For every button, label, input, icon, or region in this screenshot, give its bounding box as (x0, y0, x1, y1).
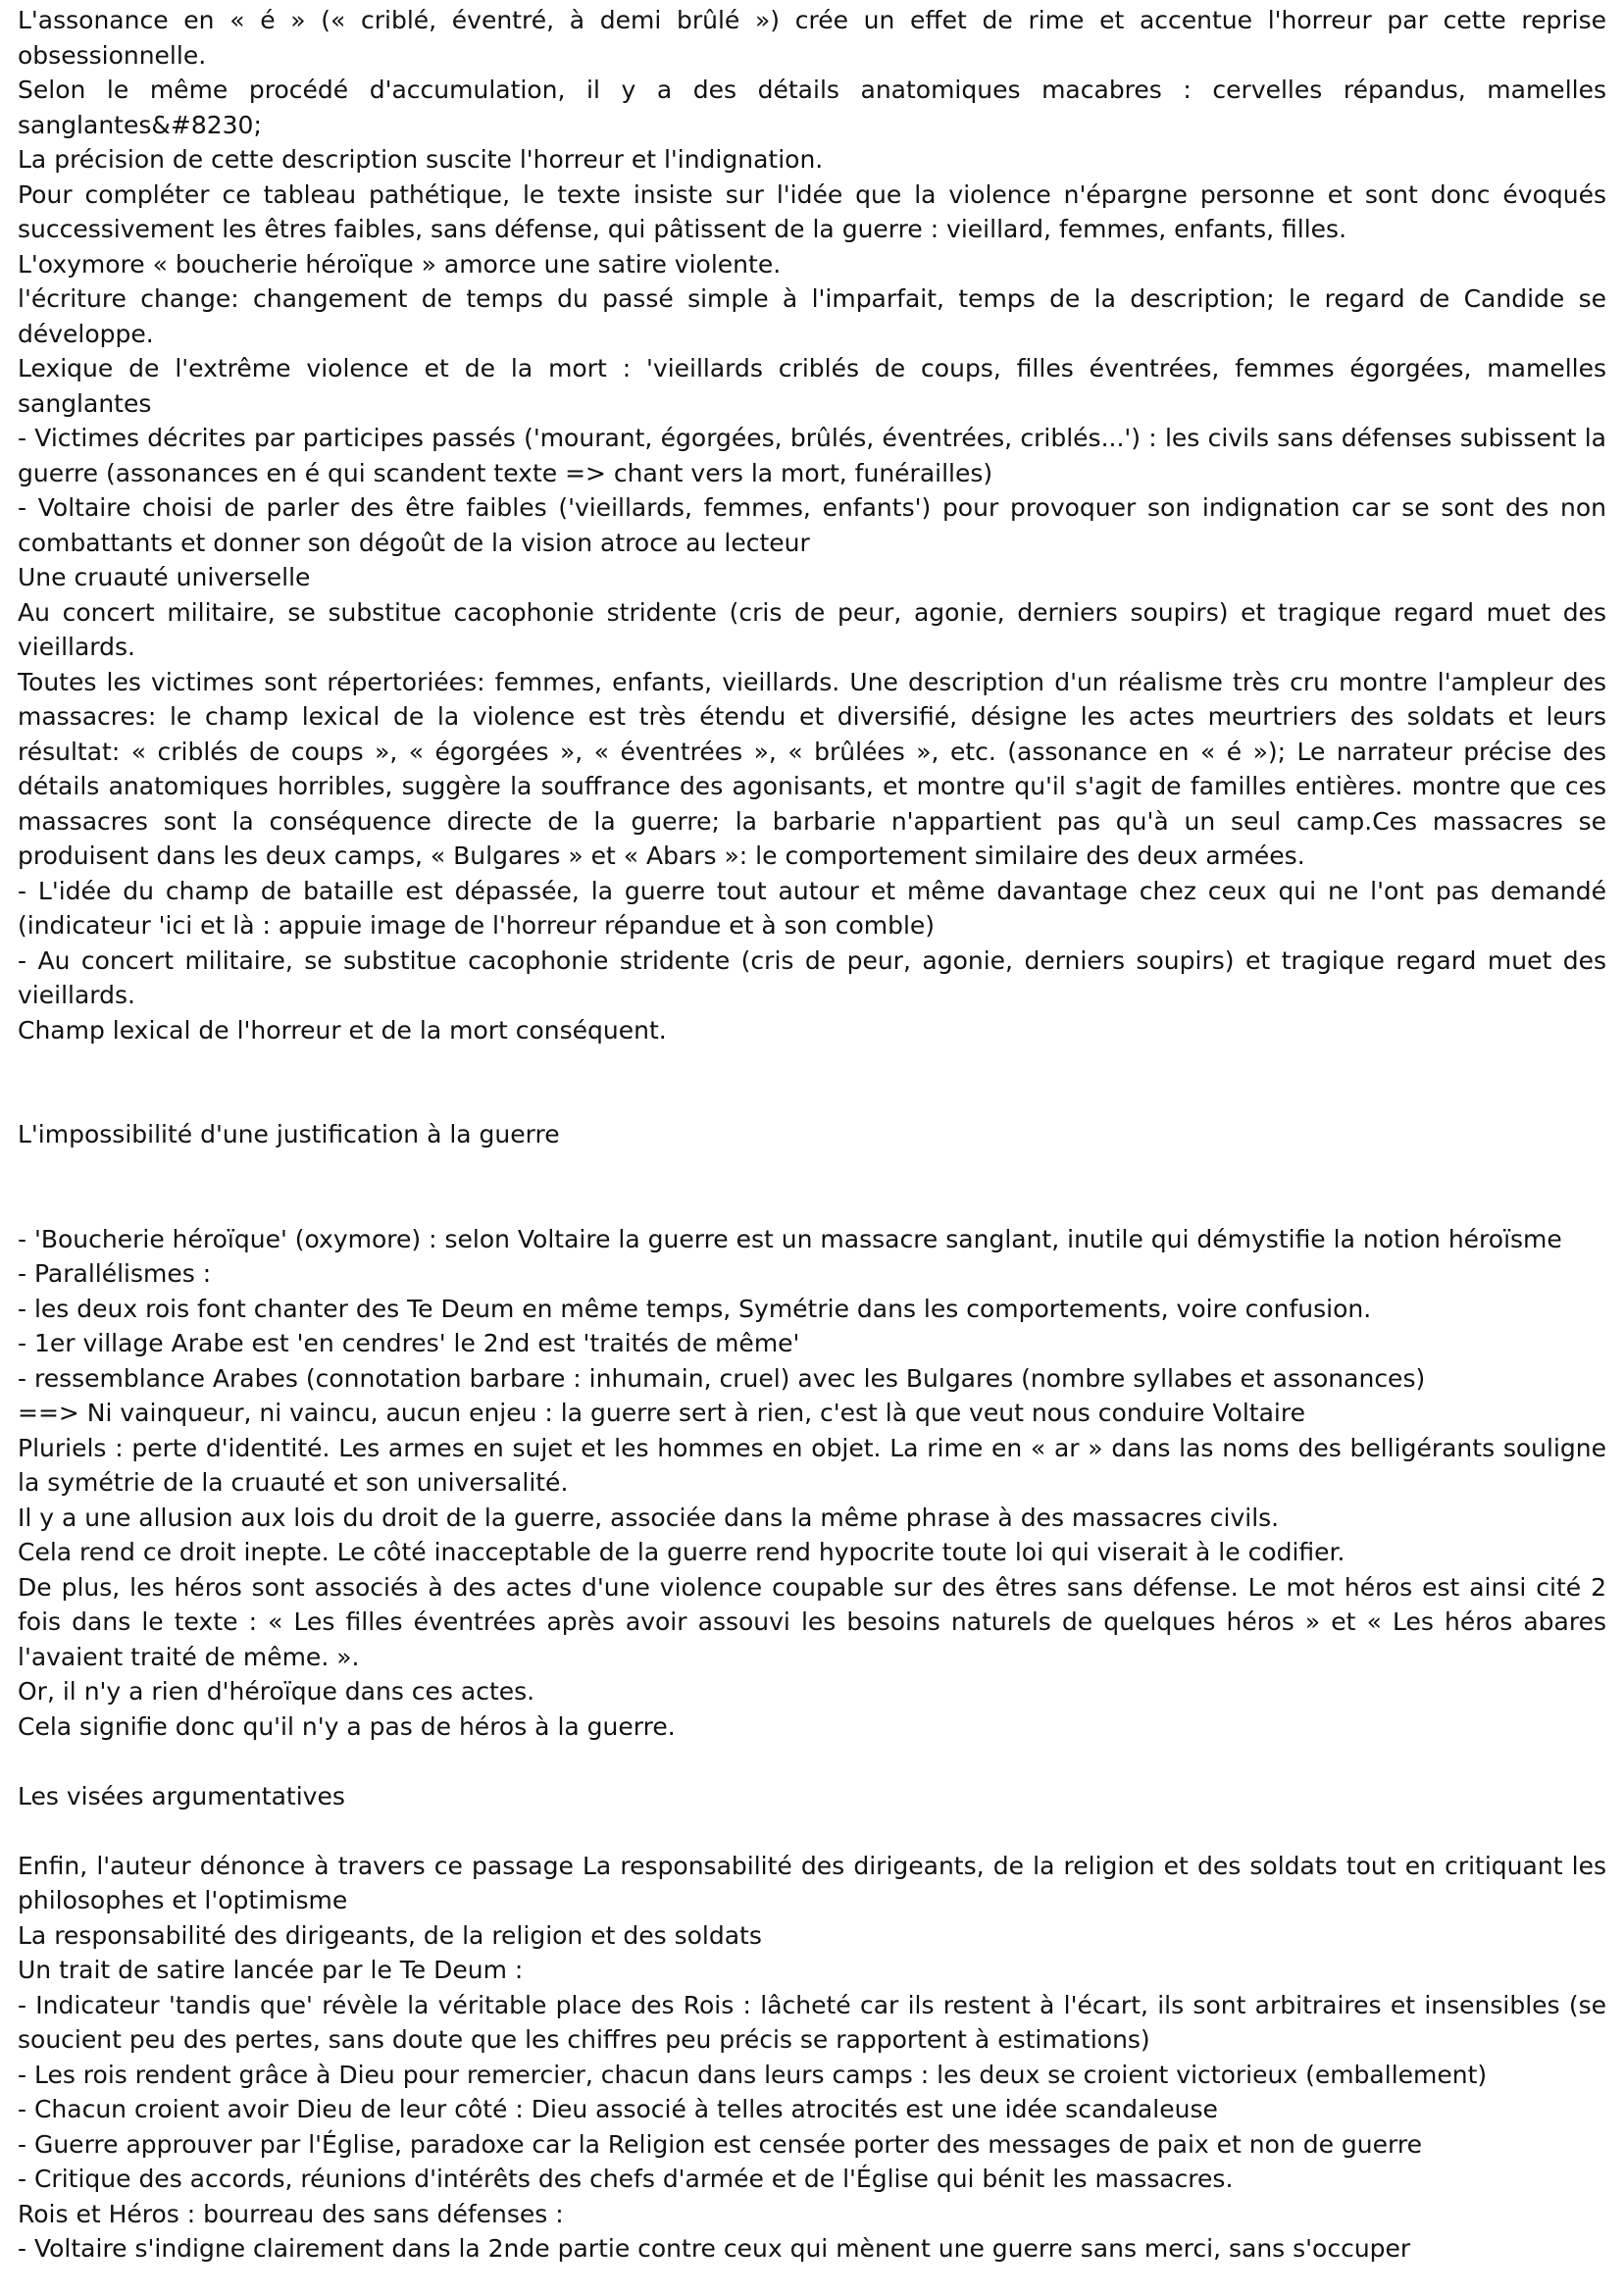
paragraph: La précision de cette description suscite l'horreur et l'indignation. (18, 145, 824, 174)
paragraph: Un trait de satire lancée par le Te Deum : (18, 1956, 524, 1984)
paragraph: Lexique de l'extrême violence et de la mort : 'vieillards criblés de coups, filles éventrées, femmes égorgées, mamelles sanglantes (18, 354, 1606, 418)
blank-line (18, 1083, 1606, 1118)
paragraph: - 1er village Arabe est 'en cendres' le 2nd est 'traités de même' (18, 1329, 800, 1357)
paragraph: Au concert militaire, se substitue cacophonie stridente (cris de peur, agonie, derniers soupirs) et tragique regard muet des vieillards. (18, 597, 1606, 661)
paragraph: ==> Ni vainqueur, ni vaincu, aucun enjeu : la guerre sert à rien, c'est là que veut nous conduire Voltaire (18, 1399, 1305, 1427)
blank-line (18, 1744, 1606, 1779)
paragraph: Toutes les victimes sont répertoriées: femmes, enfants, vieillards. Une description d'un réalisme très cru montre l'ampleur des massacres: le champ lexical de la violence est très étendu et diversifié, désigne les actes meurtriers des soldats et leurs résultat: « criblés de coups », « égorgées », « éventrées », « brûlées », etc. (assonance en « é »); Le narrateur précise des détails anatomiques horribles, suggère la souffrance des agonisants, et montre qu'il s'agit de familles entières. montre que ces massacres sont la conséquence directe de la guerre; la barbarie n'appartient pas qu'à un seul camp.Ces massacres se produisent dans les deux camps, « Bulgares » et « Abars »: le comportement similaire des deux armées. (18, 667, 1606, 870)
paragraph: Cela signifie donc qu'il n'y a pas de héros à la guerre. (18, 1711, 676, 1741)
blank-line (18, 1187, 1606, 1222)
paragraph: - Chacun croient avoir Dieu de leur côté : Dieu associé à telles atrocités est une idée scandaleuse (18, 2095, 1218, 2123)
paragraph: L'assonance en « é » (« criblé, éventré, à demi brûlé ») crée un effet de rime et accentue l'horreur par cette reprise obsessionnelle. (18, 6, 1606, 70)
document-body (18, 3, 1606, 2267)
paragraph: - Critique des accords, réunions d'intérêts des chefs d'armée et de l'Église qui bénit les massacres. (18, 2165, 1234, 2193)
blank-line (18, 1047, 1606, 1083)
paragraph: - Victimes décrites par participes passés ('mourant, égorgées, brûlés, éventrées, criblés...') : les civils sans défenses subissent la guerre (assonances en é qui scandent texte => chant vers la mort, funérailles) (18, 424, 1606, 487)
blank-line (18, 1152, 1606, 1188)
paragraph: - Indicateur 'tandis que' révèle la véritable place des Rois : lâcheté car ils restent à l'écart, ils sont arbitraires et insensibles (se soucient peu des pertes, sans doute que les chiffres peu précis se rapportent à estimations) (18, 1990, 1606, 2054)
paragraph: Enfin, l'auteur dénonce à travers ce passage La responsabilité des dirigeants, de la religion et des soldats tout en critiquant les philosophes et l'optimisme (18, 1851, 1606, 1914)
paragraph: L'impossibilité d'une justification à la guerre (18, 1120, 560, 1148)
paragraph: - les deux rois font chanter des Te Deum en même temps, Symétrie dans les comportements, voire confusion. (18, 1294, 1372, 1323)
paragraph: Pluriels : perte d'identité. Les armes en sujet et les hommes en objet. La rime en « ar » dans las noms des belligérants souligne la symétrie de la cruauté et son universalité. (18, 1433, 1606, 1497)
paragraph: - L'idée du champ de bataille est dépassée, la guerre tout autour et même davantage chez ceux qui ne l'ont pas demandé (indicateur 'ici et là : appuie image de l'horreur répandue et à son comble) (18, 876, 1606, 940)
paragraph: - Voltaire s'indigne clairement dans la 2nde partie contre ceux qui mènent une guerre sans merci, sans s'occuper (18, 2234, 1411, 2263)
paragraph: - Parallélismes : (18, 1259, 212, 1288)
paragraph: Pour compléter ce tableau pathétique, le texte insiste sur l'idée que la violence n'épargne personne et sont donc évoqués successivement les êtres faibles, sans défense, qui pâtissent de la guerre : vieillard, femmes, enfants, filles. (18, 179, 1606, 243)
paragraph: - Au concert militaire, se substitue cacophonie stridente (cris de peur, agonie, derniers soupirs) et tragique regard muet des vieillards. (18, 945, 1606, 1009)
paragraph: Il y a une allusion aux lois du droit de la guerre, associée dans la même phrase à des massacres civils. (18, 1503, 1280, 1532)
paragraph: Cela rend ce droit inepte. Le côté inacceptable de la guerre rend hypocrite toute loi qui viserait à le codifier. (18, 1538, 1345, 1566)
paragraph: Or, il n'y a rien d'héroïque dans ces actes. (18, 1677, 535, 1706)
blank-line (18, 1813, 1606, 1849)
paragraph: - Les rois rendent grâce à Dieu pour remercier, chacun dans leurs camps : les deux se croient victorieux (emballement) (18, 2060, 1488, 2089)
paragraph: l'écriture change: changement de temps du passé simple à l'imparfait, temps de la description; le regard de Candide se développe. (18, 284, 1606, 348)
paragraph: Rois et Héros : bourreau des sans défenses : (18, 2199, 564, 2228)
paragraph: - Voltaire choisi de parler des être faibles ('vieillards, femmes, enfants') pour provoquer son indignation car se sont des non combattants et donner son dégoût de la vision atroce au lecteur (18, 493, 1606, 557)
paragraph: - ressemblance Arabes (connotation barbare : inhumain, cruel) avec les Bulgares (nombre syllabes et assonances) (18, 1363, 1426, 1393)
paragraph: Champ lexical de l'horreur et de la mort conséquent. (18, 1015, 667, 1045)
paragraph: La responsabilité des dirigeants, de la religion et des soldats (18, 1920, 762, 1950)
paragraph: Les visées argumentatives (18, 1781, 345, 1810)
paragraph: - 'Boucherie héroïque' (oxymore) : selon Voltaire la guerre est un massacre sanglant, inutile qui démystifie la notion héroïsme (18, 1224, 1562, 1253)
paragraph: Une cruauté universelle (18, 563, 311, 591)
paragraph: De plus, les héros sont associés à des actes d'une violence coupable sur des êtres sans défense. Le mot héros est ainsi cité 2 fois dans le texte : « Les filles éventrées après avoir assouvi les besoins naturels de quelques héros » et « Les héros abares l'avaient traité de même. ». (18, 1572, 1606, 1671)
paragraph: Selon le même procédé d'accumulation, il y a des détails anatomiques macabres : cervelles répandus, mamelles sanglantes&#8230; (18, 76, 1606, 139)
paragraph: L'oxymore « boucherie héroïque » amorce une satire violente. (18, 249, 782, 279)
paragraph: - Guerre approuver par l'Église, paradoxe car la Religion est censée porter des messages de paix et non de guerre (18, 2129, 1422, 2159)
